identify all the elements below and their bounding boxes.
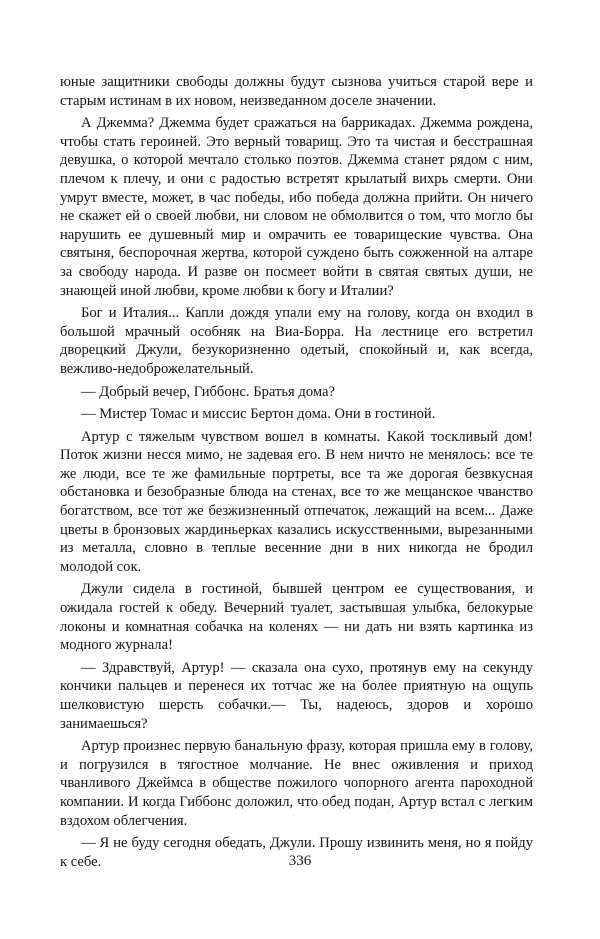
paragraph-gemma: А Джемма? Джемма будет сражаться на баррикадах. Джемма рождена, чтобы стать героиней. Это верный товарищ. Это та чистая и бесстрашная девушка, о которой мечтало столько поэтов. Джемма станет рядом с ним, плечом к плечу, и они с радостью встретят крылатый вихрь смерти. Они умрут вместе, может, в час победы, ибо победа должна прийти. Он ничего не скажет ей о своей любви, ни словом не обмолвится о том, что могло бы нарушить ее душевный мир и омрачить ее товарищеские чувства. Она святыня, беспорочная жертва, которой суждено быть сожженной на алтаре за свободу народа. И разве он посмеет войти в святая святых души, не знающей иной любви, кроме любви к богу и Италии? — [60, 115, 533, 299]
page-body — [60, 73, 533, 875]
paragraph-julie: Джули сидела в гостиной, бывшей центром ее существования, и ожидала гостей к обеду. Вечерний туалет, застывшая улыбка, белокурые локоны и комнатная собачка на коленях — ни дать ни взять картинка из модного журнала! — [60, 581, 533, 654]
dialogue-line-greeting: — Здравствуй, Артур! — сказала она сухо, протянув ему на секунду кончики пальцев и перенеся их тотчас же на более приятную на ощупь шелковистую шерсть собачки.— Ты, надеюсь, здоров и хорошо занимаешься? — [60, 659, 533, 732]
paragraph-continuation: юные защитники свободы должны будут сызнова учиться старой вере и старым истинам в их новом, неизведанном доселе значении. — [60, 74, 533, 109]
page-number: 336 — [288, 853, 312, 869]
dialogue-line-good-evening: — Добрый вечер, Гиббонс. Братья дома? — [81, 383, 335, 400]
dialogue-line-in-drawing-room: — Мистер Томас и миссис Бертон дома. Они в гостиной. — [81, 406, 436, 423]
dialogue-line-not-dining: — Я не буду сегодня обедать, Джули. Прошу извинить меня, но я пойду к себе. — [60, 835, 533, 870]
paragraph-dinner: Артур произнес первую банальную фразу, которая пришла ему в голову, и погрузился в тягостное молчание. Не внес оживления и приход чванливого Джеймса в обществе пожилого чопорного агента пароходной компании. И когда Гиббонс доложил, что обед подан, Артур встал с легким вздохом облегчения. — [60, 738, 533, 829]
paragraph-god-and-italy: Бог и Италия... Капли дождя упали ему на голову, когда он входил в большой мрачный особняк на Виа-Борра. На лестнице его встретил дворецкий Джули, безукоризненно одетый, спокойный и, как всегда, вежливо-недоброжелательный. — [60, 305, 533, 377]
paragraph-dreary-house: Артур с тяжелым чувством вошел в комнаты. Какой тоскливый дом! Поток жизни несся мимо, не задевая его. В нем ничто не менялось: все те же люди, все те же фамильные портреты, все та же дорогая безвкусная обстановка и безобразные блюда на стенах, все то же мещанское чванство богатством, все тот же безжизненный отпечаток, лежащий на всем... Даже цветы в бронзовых жардиньерках казались искусственными, вырезанными из металла, словно в теплые весенние дни в них никогда не бродил молодой сок. — [60, 428, 533, 575]
